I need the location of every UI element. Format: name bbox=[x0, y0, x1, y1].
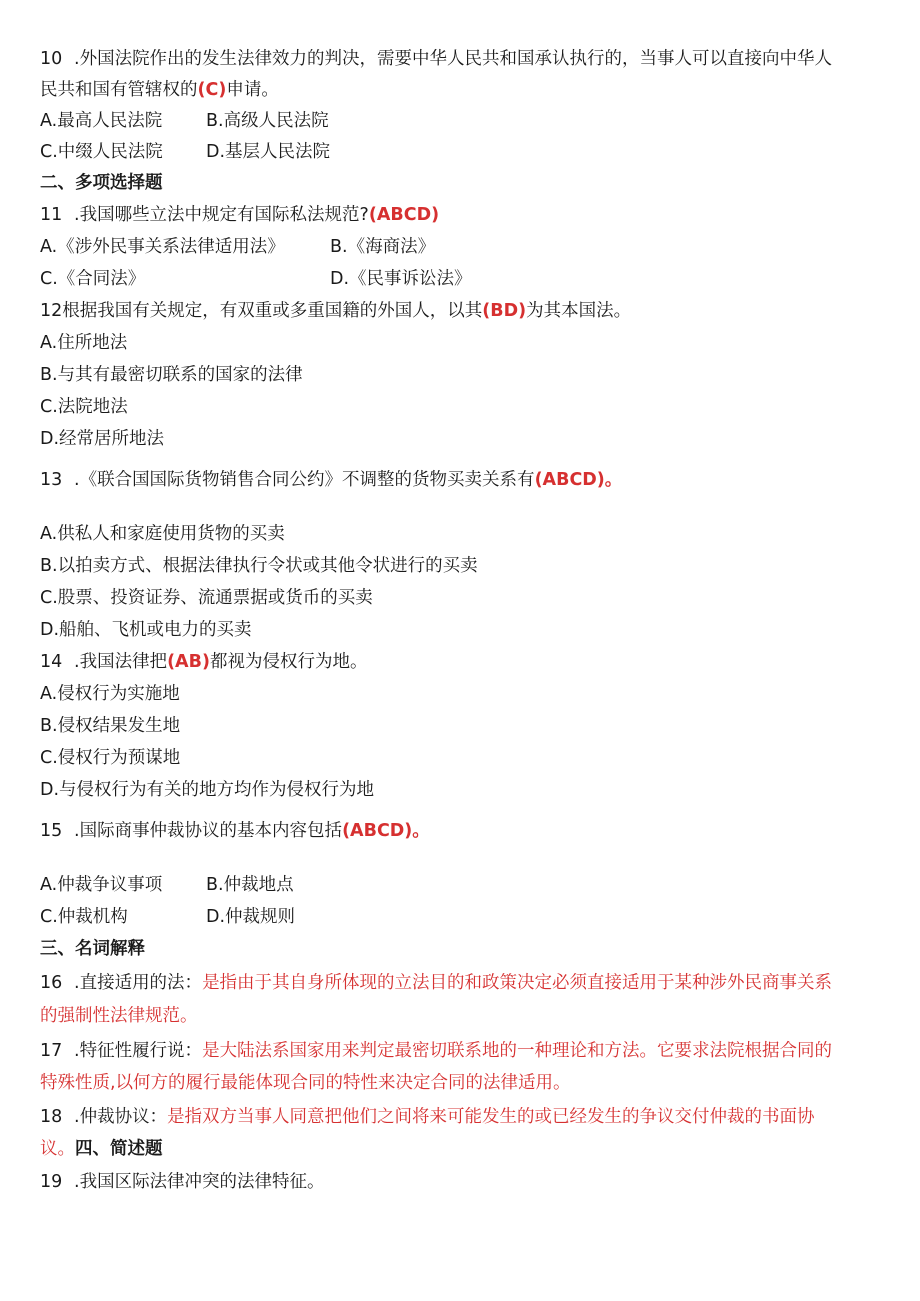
q10-text: .外国法院作出的发生法律效力的判决，需要中华人民共和国承认执行的，当事人可以直接向中华人 bbox=[74, 49, 833, 69]
q19-text: .我国区际法律冲突的法律特征。 bbox=[74, 1172, 325, 1192]
q18-term: .仲裁协议： bbox=[74, 1107, 168, 1127]
q12-answer: (BD) bbox=[482, 301, 527, 321]
q14-option-a: A.侵权行为实施地 bbox=[40, 684, 180, 704]
q11-option-c: C.《合同法》 bbox=[40, 269, 146, 289]
q17-definition: 是大陆法系国家用来判定最密切联系地的一种理论和方法。它要求法院根据合同的 bbox=[202, 1041, 833, 1061]
q15-option-b: B.仲裁地点 bbox=[206, 875, 294, 895]
q12-text: 12根据我国有关规定，有双重或多重国籍的外国人，以其 bbox=[40, 301, 483, 321]
q14-number: 14 bbox=[40, 652, 63, 672]
q17-definition-cont: 特殊性质,以何方的履行最能体现合同的特性来决定合同的法律适用。 bbox=[40, 1073, 571, 1093]
q12-line bbox=[40, 298, 880, 324]
q12-text-end: 为其本国法。 bbox=[526, 301, 632, 321]
q10-option-d: D.基层人民法院 bbox=[206, 142, 331, 162]
q11-options-row2 bbox=[40, 266, 880, 292]
q18-definition-cont: 议。 bbox=[40, 1139, 75, 1159]
q10-options-row2 bbox=[40, 139, 880, 165]
q18-line2 bbox=[40, 1136, 880, 1162]
q10-answer: (C) bbox=[197, 80, 227, 100]
q17-term: .特征性履行说： bbox=[74, 1041, 203, 1061]
q13-option-a: A.供私人和家庭使用货物的买卖 bbox=[40, 524, 285, 544]
q14-option-b: B.侵权结果发生地 bbox=[40, 716, 181, 736]
section-heading-short-answer: 四、简述题 bbox=[75, 1139, 163, 1159]
section-heading-term-definitions: 三、名词解释 bbox=[40, 939, 145, 959]
q13-answer: (ABCD)。 bbox=[534, 470, 623, 490]
q10-line1 bbox=[40, 46, 880, 72]
q11-line bbox=[40, 202, 880, 228]
q10-option-b: B.高级人民法院 bbox=[206, 111, 329, 131]
q19-number: 19 bbox=[40, 1172, 63, 1192]
q10-line2 bbox=[40, 77, 880, 103]
q13-number: 13 bbox=[40, 470, 63, 490]
q17-number: 17 bbox=[40, 1041, 63, 1061]
q10-option-c: C.中缀人民法院 bbox=[40, 142, 163, 162]
q11-text: .我国哪些立法中规定有国际私法规范? bbox=[74, 205, 369, 225]
q11-option-b: B.《海商法》 bbox=[330, 237, 436, 257]
q18-definition: 是指双方当事人同意把他们之间将来可能发生的或已经发生的争议交付仲裁的书面协 bbox=[167, 1107, 815, 1127]
q13-text: .《联合国国际货物销售合同公约》不调整的货物买卖关系有 bbox=[74, 470, 535, 490]
q13-line bbox=[40, 467, 880, 493]
q19-line bbox=[40, 1169, 880, 1195]
q10-option-a: A.最高人民法院 bbox=[40, 111, 163, 131]
q15-options-row2 bbox=[40, 904, 880, 930]
q12-option-a: A.住所地法 bbox=[40, 333, 128, 353]
q12-option-b: B.与其有最密切联系的国家的法律 bbox=[40, 365, 303, 385]
q15-number: 15 bbox=[40, 821, 63, 841]
q10-text-end: 申请。 bbox=[226, 80, 279, 100]
section-heading-multiple-choice: 二、多项选择题 bbox=[40, 173, 163, 193]
q13-option-d: D.船舶、飞机或电力的买卖 bbox=[40, 620, 252, 640]
q14-line bbox=[40, 649, 880, 675]
q14-text-end: 都视为侵权行为地。 bbox=[209, 652, 368, 672]
q15-option-a: A.仲裁争议事项 bbox=[40, 875, 163, 895]
q11-option-d: D.《民事诉讼法》 bbox=[330, 269, 472, 289]
q16-term: .直接适用的法： bbox=[74, 973, 203, 993]
q10-options-row1 bbox=[40, 108, 880, 134]
q17-line1 bbox=[40, 1038, 880, 1064]
q16-definition-cont: 的强制性法律规范。 bbox=[40, 1006, 198, 1026]
q18-number: 18 bbox=[40, 1107, 63, 1127]
q15-line bbox=[40, 818, 880, 844]
q11-option-a: A.《涉外民事关系法律适用法》 bbox=[40, 237, 285, 257]
q12-option-c: C.法院地法 bbox=[40, 397, 128, 417]
q15-answer: (ABCD)。 bbox=[342, 821, 430, 841]
q14-text: .我国法律把 bbox=[74, 652, 168, 672]
q11-answer: (ABCD) bbox=[368, 205, 440, 225]
q12-option-d: D.经常居所地法 bbox=[40, 429, 165, 449]
q18-line1 bbox=[40, 1104, 880, 1130]
q10-number: 10 bbox=[40, 49, 63, 69]
q15-option-d: D.仲裁规则 bbox=[206, 907, 296, 927]
q10-text-cont: 民共和国有管辖权的 bbox=[40, 80, 198, 100]
q11-number: 11 bbox=[40, 205, 63, 225]
q11-options-row1 bbox=[40, 234, 880, 260]
q14-option-d: D.与侵权行为有关的地方均作为侵权行为地 bbox=[40, 780, 375, 800]
q13-option-b: B.以拍卖方式、根据法律执行令状或其他令状进行的买卖 bbox=[40, 556, 478, 576]
q14-answer: (AB) bbox=[167, 652, 210, 672]
q14-option-c: C.侵权行为预谋地 bbox=[40, 748, 181, 768]
q15-text: .国际商事仲裁协议的基本内容包括 bbox=[74, 821, 343, 841]
q16-definition: 是指由于其自身所体现的立法目的和政策决定必须直接适用于某种涉外民商事关系 bbox=[202, 973, 833, 993]
q15-option-c: C.仲裁机构 bbox=[40, 907, 128, 927]
q15-options-row1 bbox=[40, 872, 880, 898]
q16-line1 bbox=[40, 970, 880, 996]
q13-option-c: C.股票、投资证券、流通票据或货币的买卖 bbox=[40, 588, 373, 608]
q16-number: 16 bbox=[40, 973, 63, 993]
